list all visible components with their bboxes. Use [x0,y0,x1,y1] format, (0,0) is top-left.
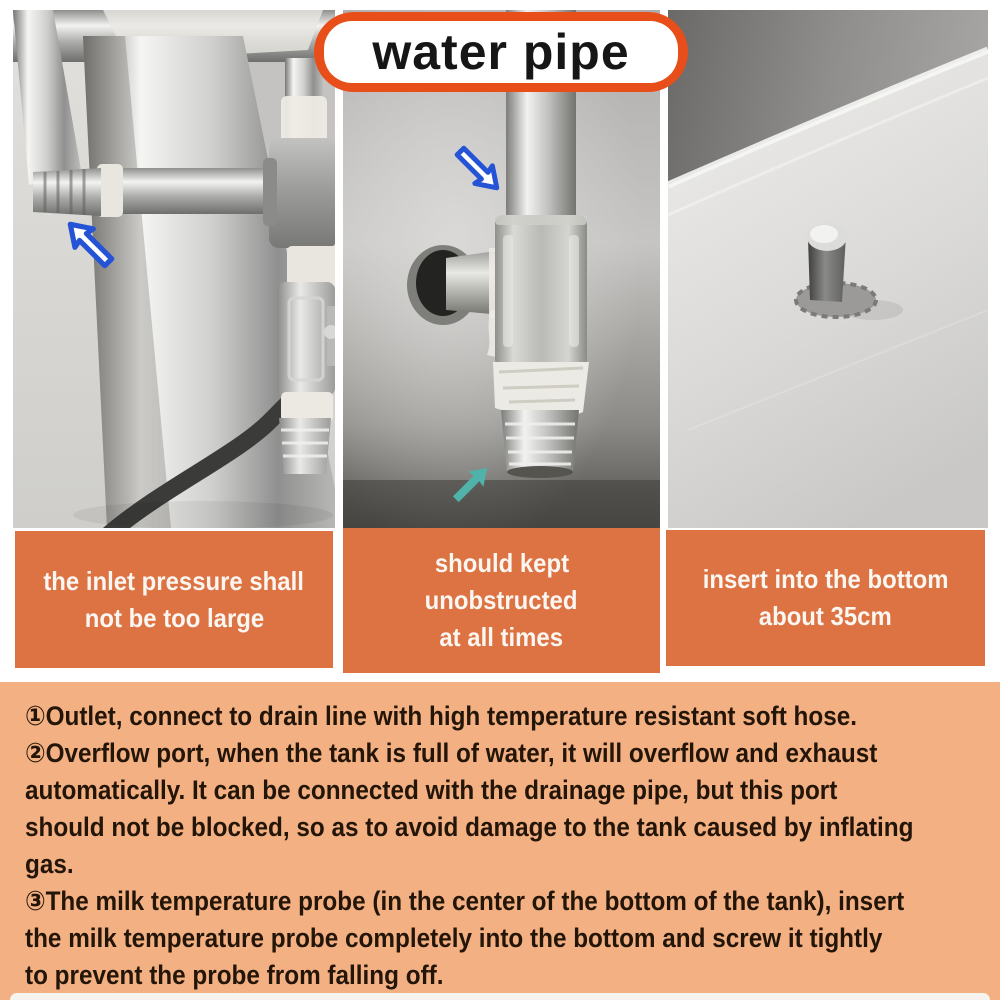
photo-inlet-valve [13,10,335,528]
note-line-2: ②Overflow port, when the tank is full of water, it will overflow and exhaust [25,738,878,768]
note-line-4: should not be blocked, so as to avoid damage to the tank caused by inflating [25,812,914,842]
caption-line: should kept [434,548,569,578]
barb-end [507,466,573,478]
page-title: water pipe [324,21,678,83]
notes-text [25,698,1000,994]
notes-section [0,682,1000,1000]
note-line-6: ③The milk temperature probe (in the center of the bottom of the tank), insert [25,886,905,916]
coupling-rim [495,215,587,225]
caption-insert-bottom [666,530,985,666]
teflon-tape-top [281,96,327,144]
caption-line: unobstructed [425,585,578,615]
caption-unobstructed [343,528,660,673]
coupling-edge-right [569,235,579,347]
note-line-3: automatically. It can be connected with the drainage pipe, but this port [25,775,838,805]
outlet-hose-barb [279,418,331,474]
note-line-8: to prevent the probe from falling off. [25,960,444,990]
note-line-5: gas. [25,849,74,879]
caption-inlet-pressure [15,531,333,668]
title-banner [314,12,688,92]
horizontal-pipe [99,168,285,214]
tee-fitting [269,138,335,248]
inlet-hose-barb [33,168,101,216]
inlet-valve-photo [13,10,335,528]
tank-bottom-photo [668,10,988,528]
caption-line: about 35cm [759,601,892,631]
bottom-banner-edge [10,993,990,1000]
photo-tank-bottom [668,10,988,528]
note-line-1: ①Outlet, connect to drain line with high temperature resistant soft hose. [25,701,858,731]
coupling-edge-left [503,235,513,347]
note-line-7: the milk temperature probe completely into the bottom and screw it tightly [25,923,883,953]
floor-shadow [73,501,333,528]
caption-line: insert into the bottom [702,564,949,594]
caption-line: the inlet pressure shall [43,565,305,596]
bottom-shadow [343,480,660,528]
probe-top-highlight [810,225,838,243]
teflon-tape-mid [287,246,335,286]
caption-line: not be too large [84,602,264,633]
teflon-tape-bottom [281,392,333,422]
tee-hub [263,158,277,226]
caption-line: at all times [439,622,564,652]
